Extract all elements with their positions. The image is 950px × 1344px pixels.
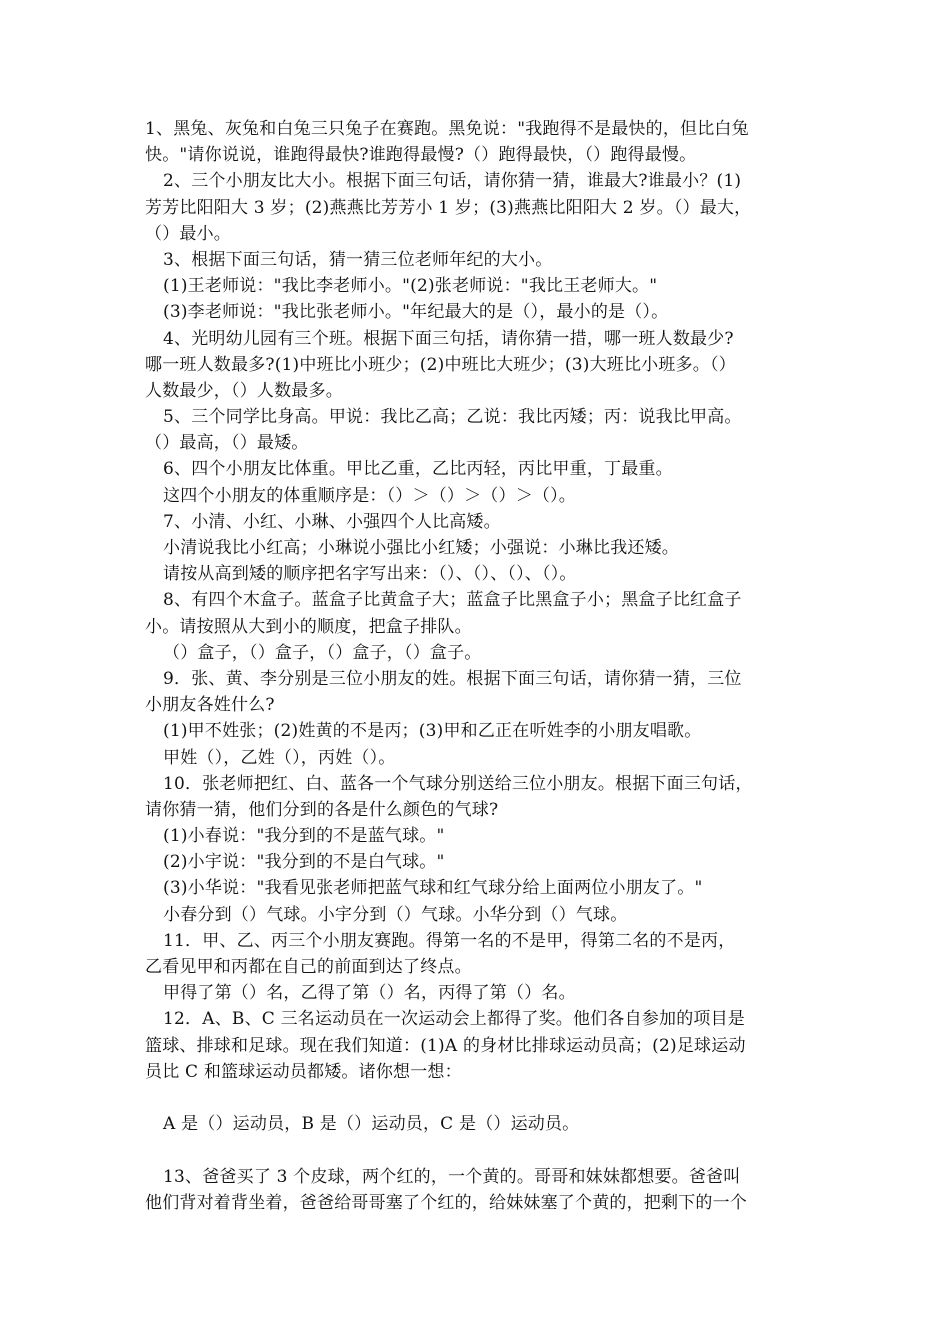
q10-line-5: (3)小华说："我看见张老师把蓝气球和红气球分给上面两位小朋友了。" — [163, 878, 703, 899]
q8-line-3: （）盒子，（）盒子，（）盒子，（）盒子。 — [163, 642, 482, 663]
q11-line-1: 11．甲、乙、丙三个小朋友赛跑。得第一名的不是甲，得第二名的不是丙， — [163, 930, 736, 951]
q10-line-6: 小春分到（）气球。小宇分到（）气球。小华分到（）气球。 — [163, 904, 628, 925]
q8-line-2: 小。请按照从大到小的顺度，把盒子排队。 — [145, 616, 472, 637]
q13-line-2: 他们背对着背坐着，爸爸给哥哥塞了个红的，给妹妹塞了个黄的，把剩下的一个 — [145, 1192, 747, 1213]
blank-line — [145, 1085, 813, 1111]
q7-line-1: 7、小清、小红、小琳、小强四个人比高矮。 — [163, 511, 501, 532]
q11-line-3: 甲得了第（）名，乙得了第（）名，丙得了第（）名。 — [163, 983, 576, 1004]
q1-line-2: 快。"请你说说，谁跑得最快?谁跑得最慢?（）跑得最快，（）跑得最慢。 — [145, 145, 697, 166]
q11-line-2: 乙看见甲和丙都在自己的前面到达了终点。 — [145, 957, 472, 977]
q12-line-4: A 是（）运动员，B 是（）运动员，C 是（）运动员。 — [163, 1114, 580, 1135]
q10-line-2: 请你猜一猜，他们分到的各是什么颜色的气球? — [145, 799, 499, 820]
q3-line-3: (3)李老师说："我比张老师小。"年纪最大的是（），最小的是（）。 — [163, 302, 669, 323]
q10-line-4: (2)小宇说："我分到的不是白气球。" — [163, 852, 445, 873]
blank-line — [145, 1137, 813, 1163]
q2-line-2: 芳芳比阳阳大 3 岁；(2)燕燕比芳芳小 1 岁；(3)燕燕比阳阳大 2 岁。（）最大， — [145, 197, 752, 218]
q4-line-1: 4、光明幼儿园有三个班。根据下面三句括，请你猜一措，哪一班人数最少? — [163, 328, 734, 349]
q12-line-1: 12．A、B、C 三名运动员在一次运动会上都得了奖。他们各自参加的项目是 — [163, 1009, 746, 1030]
q8-line-1: 8、有四个木盒子。蓝盒子比黄盒子大；蓝盒子比黑盒子小；黑盒子比红盒子 — [163, 590, 742, 611]
q3-line-1: 3、根据下面三句话，猜一猜三位老师年纪的大小。 — [163, 249, 553, 270]
q5-line-2: （）最高，（）最矮。 — [145, 433, 309, 454]
q9-line-3: (1)甲不姓张；(2)姓黄的不是丙；(3)甲和乙正在听姓李的小朋友唱歌。 — [163, 721, 702, 742]
q2-line-3: （）最小。 — [145, 223, 231, 244]
q10-line-1: 10．张老师把红、白、蓝各一个气球分别送给三位小朋友。根据下面三句话， — [163, 773, 753, 794]
document-body — [145, 116, 813, 1216]
q6-line-2: 这四个小朋友的体重顺序是：（）＞（）＞（）＞（）。 — [163, 485, 576, 506]
q2-line-1: 2、三个小朋友比大小。根据下面三句话，请你猜一猜，谁最大?谁最小？(1) — [163, 171, 742, 192]
q6-line-1: 6、四个小朋友比体重。甲比乙重，乙比丙轻，丙比甲重，丁最重。 — [163, 459, 673, 480]
q7-line-2: 小清说我比小红高；小琳说小强比小红矮；小强说：小琳比我还矮。 — [163, 538, 679, 558]
q5-line-1: 5、三个同学比身高。甲说：我比乙高；乙说：我比丙矮；丙：说我比甲高。 — [163, 407, 742, 428]
q3-line-2: (1)王老师说："我比李老师小。"(2)张老师说："我比王老师大。" — [163, 276, 658, 297]
q12-line-3: 员比 C 和篮球运动员都矮。诸你想一想： — [145, 1061, 462, 1082]
q13-line-1: 13、爸爸买了 3 个皮球，两个红的，一个黄的。哥哥和妹妹都想要。爸爸叫 — [163, 1166, 741, 1187]
q9-line-2: 小朋友各姓什么? — [145, 695, 275, 716]
q1-line-1: 1、黑兔、灰兔和白兔三只兔子在赛跑。黑免说："我跑得不是最快的，但比白兔 — [145, 119, 749, 139]
q10-line-3: (1)小春说："我分到的不是蓝气球。" — [163, 826, 445, 847]
q4-line-2: 哪一班人数最多?(1)中班比小班少；(2)中班比大班少；(3)大班比小班多。（） — [145, 354, 736, 375]
q9-line-1: 9．张、黄、李分别是三位小朋友的姓。根据下面三句话，请你猜一猜，三位 — [163, 668, 742, 689]
q7-line-3: 请按从高到矮的顺序把名字写出来：（）、（）、（）、（）。 — [163, 564, 577, 585]
q12-line-2: 篮球、排球和足球。现在我们知道：(1)A 的身材比排球运动员高；(2)足球运动 — [145, 1035, 746, 1056]
q4-line-3: 人数最少，（）人数最多。 — [145, 380, 343, 401]
q9-line-4: 甲姓（），乙姓（），丙姓（）。 — [163, 747, 396, 768]
